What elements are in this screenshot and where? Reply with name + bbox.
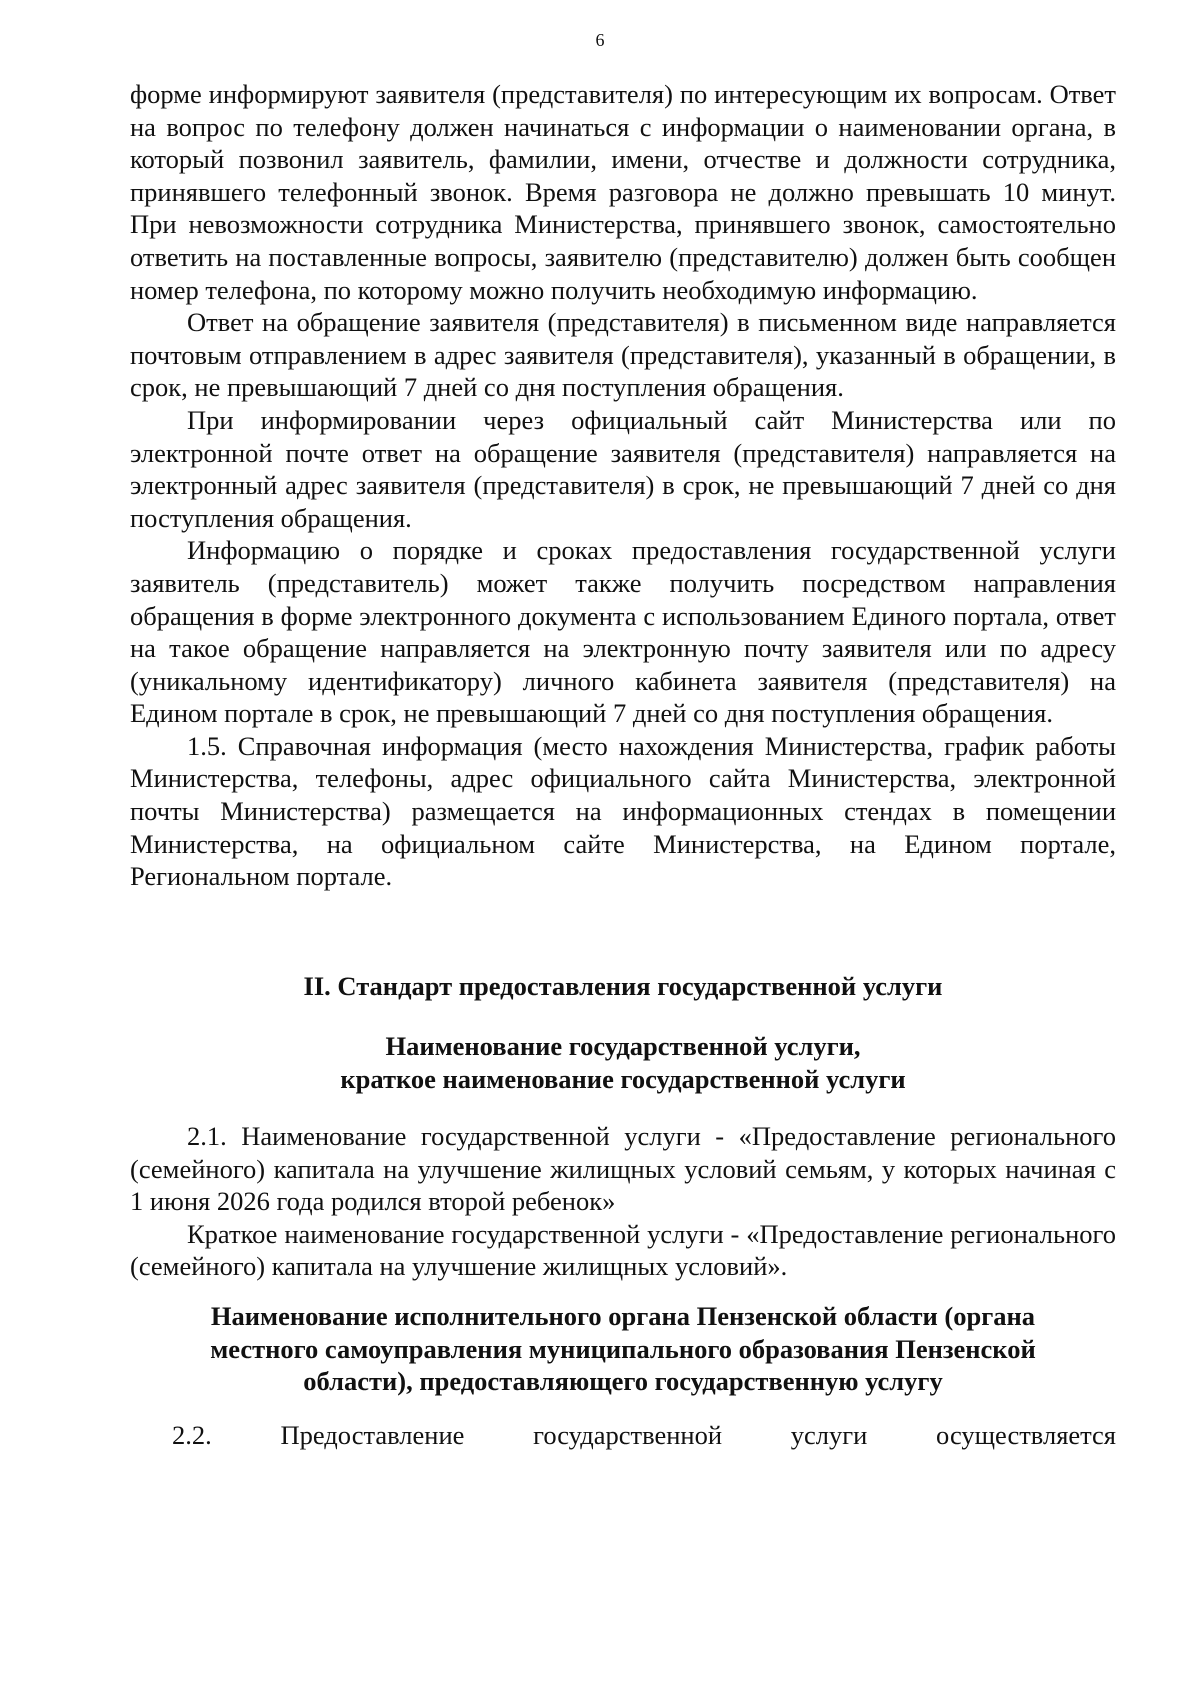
- subheading-service-name-line-1: Наименование государственной услуги,: [385, 1031, 861, 1061]
- paragraph-unified-portal: Информацию о порядке и сроках предоставления государственной услуги заявитель (представитель) может также получить посредством направления обращения в форме электронного документа с использованием Единого портала, ответ на такое обращение направляется на электронную почту заявителя или по адресу (уникальному идентификатору) личного кабинета заявителя (представителя) на Едином портале в срок, не превышающий 7 дней со дня поступления обращения.: [130, 535, 1116, 729]
- subheading-executive-body-line-2: местного самоуправления муниципального образования Пензенской: [210, 1333, 1036, 1364]
- subheading-executive-body-line-3: области), предоставляющего государственную услугу: [303, 1366, 943, 1397]
- subheading-executive-body: [130, 1300, 1116, 1398]
- intro-body: [130, 78, 1116, 893]
- section-title: II. Стандарт предоставления государственной услуги: [303, 971, 943, 1001]
- paragraph-1-5-reference-info: 1.5. Справочная информация (место нахождения Министерства, график работы Министерства, телефоны, адрес официального сайта Министерства, электронной почты Министерства) размещается на информационных стендах в помещении Министерства, на официальном сайте Министерства, на Едином портале, Региональном портале.: [130, 730, 1116, 892]
- page-number: 6: [595, 30, 605, 50]
- item-2-1-short-name: Краткое наименование государственной услуги - «Предоставление регионального (семейного) капитала на улучшение жилищных условий».: [130, 1218, 1116, 1282]
- subheading-executive-body-line-1: Наименование исполнительного органа Пензенской области (органа: [210, 1301, 1036, 1331]
- subheading-service-name: [130, 1030, 1116, 1095]
- paragraph-phone-info: форме информируют заявителя (представителя) по интересующим их вопросам. Ответ на вопрос по телефону должен начинаться с информации о наименовании органа, в который позвонил заявитель, фамилии, имени, отчестве и должности сотрудника, принявшего телефонный звонок. Время разговора не должно превышать 10 минут. При невозможности сотрудника Министерства, принявшего звонок, самостоятельно ответить на поставленные вопросы, заявителю (представителю) должен быть сообщен номер телефона, по которому можно получить необходимую информацию.: [130, 79, 1116, 305]
- paragraph-website-email: При информировании через официальный сайт Министерства или по электронной почте ответ на обращение заявителя (представителя) направляется на электронный адрес заявителя (представителя) в срок, не превышающий 7 дней со дня поступления обращения.: [130, 404, 1116, 533]
- paragraph-written-reply: Ответ на обращение заявителя (представителя) в письменном виде направляется почтовым отправлением в адрес заявителя (представителя), указанный в обращении, в срок, не превышающий 7 дней со дня поступления обращения.: [130, 307, 1116, 403]
- item-2-2-block: [130, 1419, 1116, 1452]
- item-2-1-block: [130, 1120, 1116, 1283]
- item-2-1: 2.1. Наименование государственной услуги - «Предоставление регионального (семейного) капитала на улучшение жилищных условий семьям, у которых начиная с 1 июня 2026 года родился второй ребенок»: [130, 1121, 1116, 1217]
- subheading-service-name-line-2: краткое наименование государственной услуги: [340, 1063, 906, 1094]
- item-2-2: 2.2. Предоставление государственной услуги осуществляется: [172, 1420, 1116, 1450]
